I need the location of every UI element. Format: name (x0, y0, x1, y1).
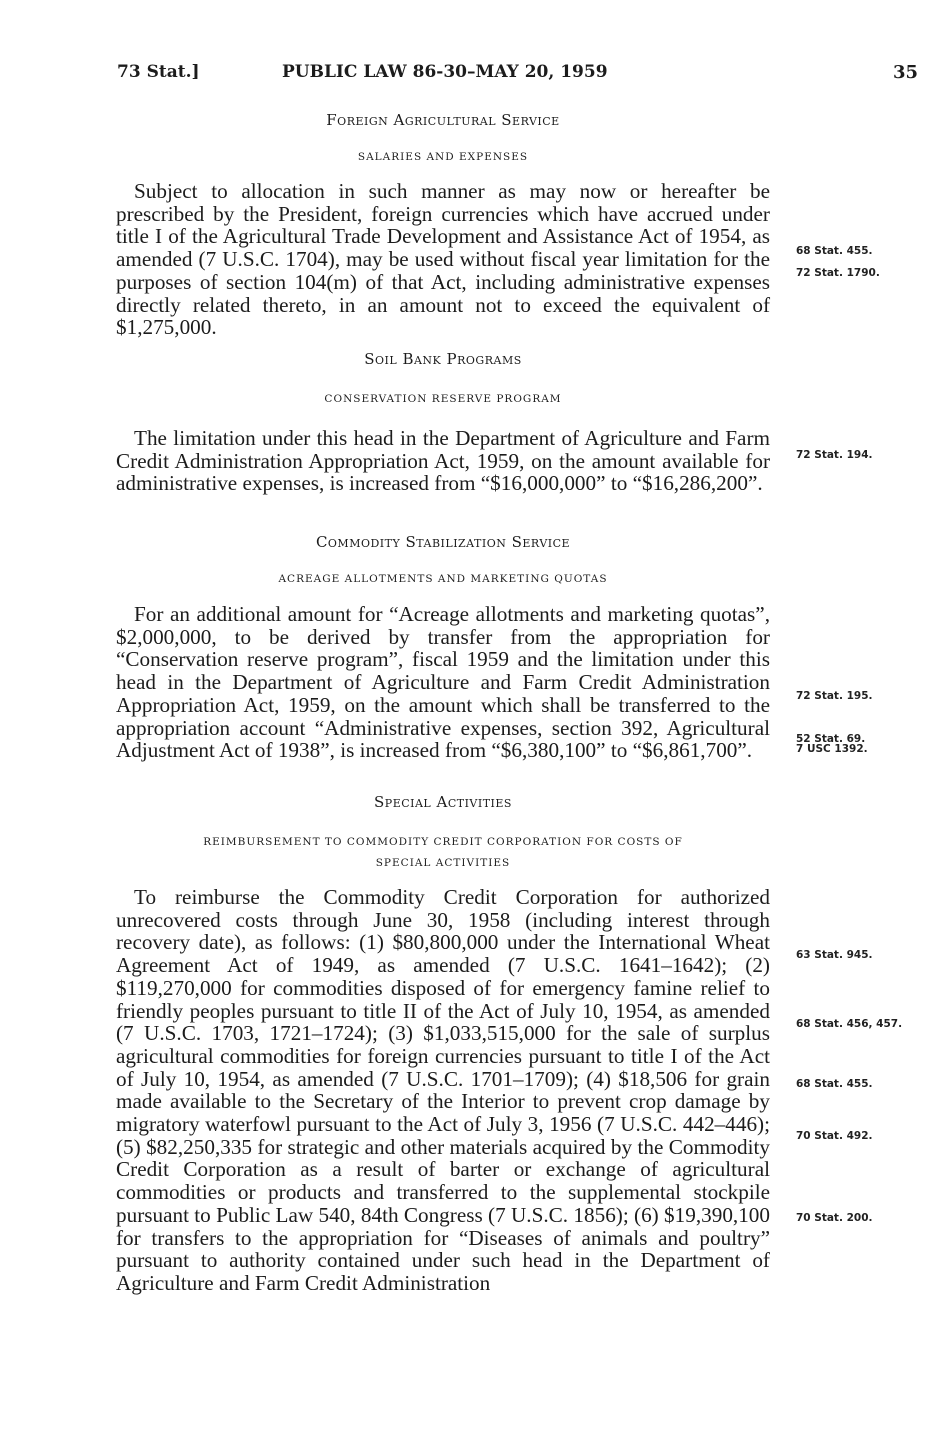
paragraph-soil-bank: The limitation under this head in the Department of Agriculture and Farm Credit Administration Appropriation Act, 1959, on the amount available for administrative expenses, is increased from “$16,000,000” to “$16,286,200”. (116, 426, 770, 496)
margin-note: 72 Stat. 194. (796, 449, 873, 461)
subheading-acreage: ACREAGE ALLOTMENTS AND MARKETING QUOTAS (278, 573, 608, 585)
agency-heading-css: Commodity Stabilization Service (315, 533, 571, 551)
running-head (117, 62, 917, 86)
margin-note: 70 Stat. 492. (796, 1130, 873, 1142)
margin-note: 63 Stat. 945. (796, 949, 873, 961)
law-title: PUBLIC LAW 86-30–MAY 20, 1959 (282, 62, 608, 82)
page-number: 35 (893, 62, 919, 83)
paragraph-fas: Subject to allocation in such manner as may now or hereafter be prescribed by the President, foreign currencies which have accrued under title I of the Agricultural Trade Development and Assistance Act of 1954, as amended (7 U.S.C. 1704), may be used without fiscal year limitation for the purposes of section 104(m) of that Act, including administrative expenses directly related thereto, in an amount not to exceed the equivalent of $1,275,000. (116, 179, 770, 340)
margin-note: 72 Stat. 1790. (796, 267, 880, 279)
margin-note: 68 Stat. 456, 457. (796, 1018, 903, 1030)
paragraph-css: For an additional amount for “Acreage allotments and marketing quotas”, $2,000,000, to be derived by transfer from the appropriation for “Conservation reserve program”, fiscal 1959 and the limitation under this head in the Department of Agriculture and Farm Credit Administration Appropriation Act, 1959, on the amount which shall be transferred to the appropriation account “Administrative expenses, section 392, Agricultural Adjustment Act of 1938”, is increased from “$6,380,100” to “$6,861,700”. (116, 602, 770, 763)
subheading-salaries: SALARIES AND EXPENSES (357, 151, 529, 163)
margin-note: 7 USC 1392. (796, 743, 868, 755)
agency-heading-soil-bank: Soil Bank Programs (364, 350, 522, 368)
subheading-conservation-reserve: CONSERVATION RESERVE PROGRAM (324, 393, 562, 405)
paragraph-special: To reimburse the Commodity Credit Corporation for authorized unrecovered costs through June 30, 1958 (including interest through recovery date), as follows: (1) $80,800,000 under the International Wheat Agreement Act of 1949, as amended (7 U.S.C. 1641–1642); (2) $119,270,000 for commodities disposed of for emergency famine relief to friendly peoples pursuant to title II of the Act of July 10, 1954, as amended (7 U.S.C. 1703, 1721–1724); (3) $1,033,515,000 for the sale of surplus agricultural commodities for foreign currencies pursuant to title I of the Act of July 10, 1954, as amended (7 U.S.C. 1701–1709); (4) $18,506 for grain made available to the Secretary of the Interior to prevent crop damage by migratory waterfowl pursuant to the Act of July 3, 1956 (7 U.S.C. 442–446); (5) $82,250,335 for strategic and other materials acquired by the Commodity Credit Corporation as a result of barter or exchange of agricultural commodities or products and transferred to the supplemental stockpile pursuant to Public Law 540, 84th Congress (7 U.S.C. 1856); (6) $19,390,100 for transfers to the appropriation for “Diseases of animals and poultry” pursuant to authority contained under such head in the Department of Agriculture and Farm Credit Administration (116, 885, 770, 1295)
volume-reference: 73 Stat.] (117, 62, 200, 82)
margin-note: 52 Stat. 69. (796, 733, 866, 745)
margin-note: 70 Stat. 200. (796, 1212, 873, 1224)
agency-heading-special: Special Activities (374, 793, 512, 811)
agency-heading-fas: Foreign Agricultural Service (326, 111, 560, 129)
subheading-reimbursement-line1: REIMBURSEMENT TO COMMODITY CREDIT CORPORATION FOR COSTS OF (203, 836, 683, 848)
subheading-reimbursement-line2: SPECIAL ACTIVITIES (375, 857, 511, 869)
margin-note: 72 Stat. 195. (796, 690, 873, 702)
margin-note: 68 Stat. 455. (796, 245, 873, 257)
margin-note: 68 Stat. 455. (796, 1078, 873, 1090)
